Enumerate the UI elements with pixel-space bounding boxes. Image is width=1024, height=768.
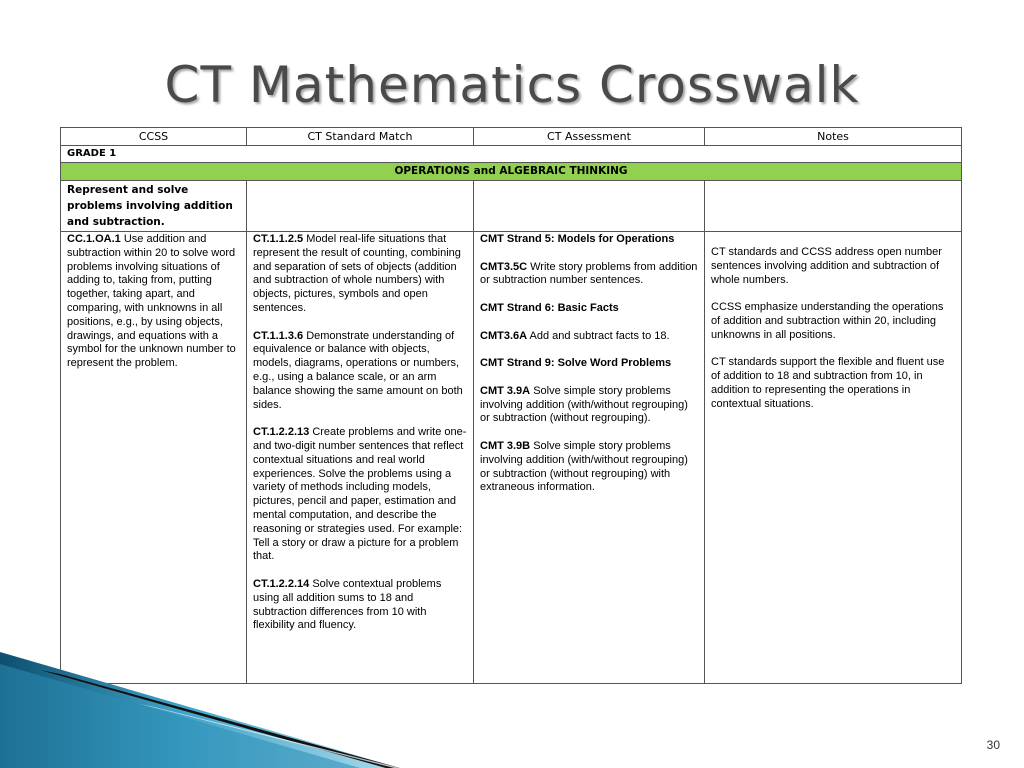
ct-standard-code: CT.1.1.3.6 [253, 329, 304, 342]
cluster-label: Represent and solve problems involving addition and subtraction. [67, 184, 233, 228]
ccss-text: Use addition and subtraction within 20 to solve word problems involving situations of adding to, taking from, putting together, taking apart, and comparing, with unknowns in all positions, e.g., by using objects, drawings, and equations with a symbol for the unknown number to represent the problem. [67, 233, 236, 370]
assessment-text: Solve simple story problems involving addition (with/without regrouping) or subtraction (without regrouping) with extraneous information. [480, 439, 688, 494]
assessment-code: CMT 3.9A [480, 384, 531, 397]
ct-standard-text: Create problems and write one- and two-digit number sentences that reflect contextual situations and real world experiences. Solve the problems using a variety of methods including models, pictures, pencil and paper, estimation and mental computation, and describe the reasoning or strategies used. For example: Tell a story or draw a picture for a problem that. [253, 426, 467, 563]
cluster-empty-cell [247, 181, 474, 232]
ct-standard-text: Model real-life situations that represent the result of counting, combining and separation of sets of objects (addition and subtraction of whole numbers) with objects, pictures, symbols and open sentences. [253, 233, 461, 314]
header-ccss: CCSS [61, 128, 247, 146]
note-paragraph: CCSS emphasize understanding the operations of addition and subtraction within 20, including unknowns in all positions. [711, 301, 944, 341]
ct-standard-item [253, 578, 467, 633]
assessment-strand-heading [480, 302, 698, 316]
assessment-item [480, 261, 698, 289]
assessment-code: CMT3.6A [480, 329, 528, 342]
cluster-empty-cell [474, 181, 705, 232]
header-notes: Notes [705, 128, 962, 146]
ct-standard-code: CT.1.1.2.5 [253, 233, 304, 245]
standards-row [61, 232, 962, 684]
ct-standard-code: CT.1.2.2.13 [253, 426, 310, 439]
notes-cell [705, 232, 962, 684]
assessment-code: CMT3.5C [480, 260, 528, 273]
grade-label: GRADE 1 [61, 146, 962, 163]
assessment-text: Add and subtract facts to 18. [529, 329, 670, 342]
cluster-row [61, 181, 962, 232]
ct-standard-item [253, 233, 467, 316]
grade-row [61, 146, 962, 163]
ccss-cell [61, 232, 247, 684]
assessment-text: Write story problems from addition or subtraction number sentences. [480, 260, 698, 287]
ct-standard-item [253, 426, 467, 564]
domain-row [61, 163, 962, 181]
ct-standard-cell [247, 232, 474, 684]
ccss-code: CC.1.OA.1 [67, 233, 121, 245]
assessment-strand-heading [480, 233, 698, 247]
ct-standard-item [253, 330, 467, 413]
assessment-strand-heading [480, 357, 698, 371]
header-ct-standard-match: CT Standard Match [247, 128, 474, 146]
assessment-item [480, 330, 698, 344]
note-paragraph: CT standards and CCSS address open number sentences involving addition and subtraction of whole numbers. [711, 246, 942, 286]
ct-standard-text: Demonstrate understanding of equivalence or balance with objects, models, diagrams, operations or numbers, e.g., using a balance scale, or an arm balance showing the same amount on both sides. [253, 329, 463, 411]
assessment-heading-text: CMT Strand 6: Basic Facts [480, 301, 619, 314]
decorative-swoosh [0, 640, 400, 768]
cluster-cell [61, 181, 247, 232]
assessment-item [480, 440, 698, 495]
crosswalk-table [60, 127, 962, 684]
header-row [61, 128, 962, 146]
assessment-item [480, 385, 698, 426]
ct-standard-text: Solve contextual problems using all addition sums to 18 and subtraction differences from 10 with flexibility and fluency. [253, 577, 442, 632]
page-number: 30 [986, 738, 1000, 752]
note-paragraph: CT standards support the flexible and fluent use of addition to 18 and subtraction from 10, in addition to representing the operations in contextual situations. [711, 356, 945, 410]
assessment-code: CMT 3.9B [480, 439, 531, 452]
assessment-cell [474, 232, 705, 684]
slide-title: CT Mathematics Crosswalk [164, 56, 860, 114]
ct-standard-code: CT.1.2.2.14 [253, 577, 310, 590]
assessment-heading-text: CMT Strand 5: Models for Operations [480, 233, 675, 245]
cluster-empty-cell [705, 181, 962, 232]
domain-label: OPERATIONS and ALGEBRAIC THINKING [61, 163, 962, 181]
assessment-text: Solve simple story problems involving addition (with/without regrouping) or subtraction (without regrouping). [480, 384, 688, 425]
assessment-heading-text: CMT Strand 9: Solve Word Problems [480, 357, 672, 370]
header-ct-assessment: CT Assessment [474, 128, 705, 146]
